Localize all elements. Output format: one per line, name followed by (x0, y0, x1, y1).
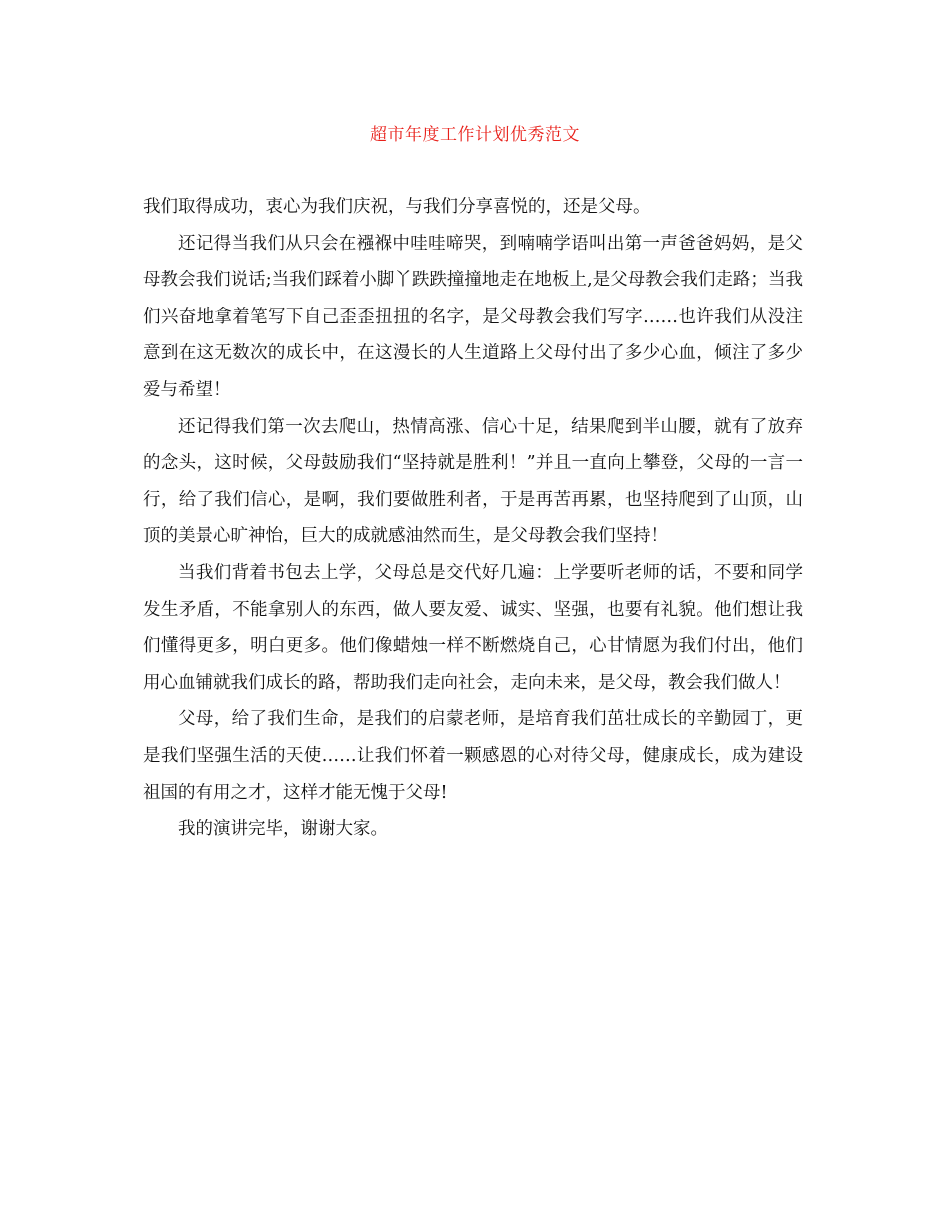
paragraph-1: 我们取得成功，衷心为我们庆祝，与我们分享喜悦的，还是父母。 (143, 197, 651, 217)
paragraph-5: 父母，给了我们生命，是我们的启蒙老师，是培育我们茁壮成长的辛勤园丁，更是我们坚强生活的天使……让我们怀着一颗感恩的心对待父母，健康成长，成为建设祖国的有用之才，这样才能无愧于父母! (143, 709, 803, 803)
paragraph-6: 我的演讲完毕，谢谢大家。 (178, 819, 388, 840)
paragraph-4: 当我们背着书包去上学，父母总是交代好几遍：上学要听老师的话，不要和同学发生矛盾，不能拿别人的东西，做人要友爱、诚实、坚强，也要有礼貌。他们想让我们懂得更多，明白更多。他们像蜡烛一样不断燃烧自己，心甘情愿为我们付出，他们用心血铺就我们成长的路，帮助我们走向社会，走向未来，是父母，教会我们做人！ (143, 562, 803, 693)
document-title: 超市年度工作计划优秀范文 (370, 125, 580, 145)
paragraph-3: 还记得我们第一次去爬山，热情高涨、信心十足，结果爬到半山腰，就有了放弃的念头，这时候，父母鼓励我们“坚持就是胜利！”并且一直向上攀登，父母的一言一行，给了我们信心，是啊，我们要做胜利者，于是再苦再累，也坚持爬到了山顶，山顶的美景心旷神怡，巨大的成就感油然而生，是父母教会我们坚持！ (143, 416, 803, 547)
document-body (143, 189, 803, 848)
paragraph-2: 还记得当我们从只会在襁褓中哇哇啼哭，到喃喃学语叫出第一声爸爸妈妈，是父母教会我们说话;当我们踩着小脚丫跌跌撞撞地走在地板上,是父母教会我们走路；当我们兴奋地拿着笔写下自己歪歪扭扭的名字，是父母教会我们写字……也许我们从没注意到在这无数次的成长中，在这漫长的人生道路上父母付出了多少心血，倾注了多少爱与希望！ (143, 233, 803, 400)
